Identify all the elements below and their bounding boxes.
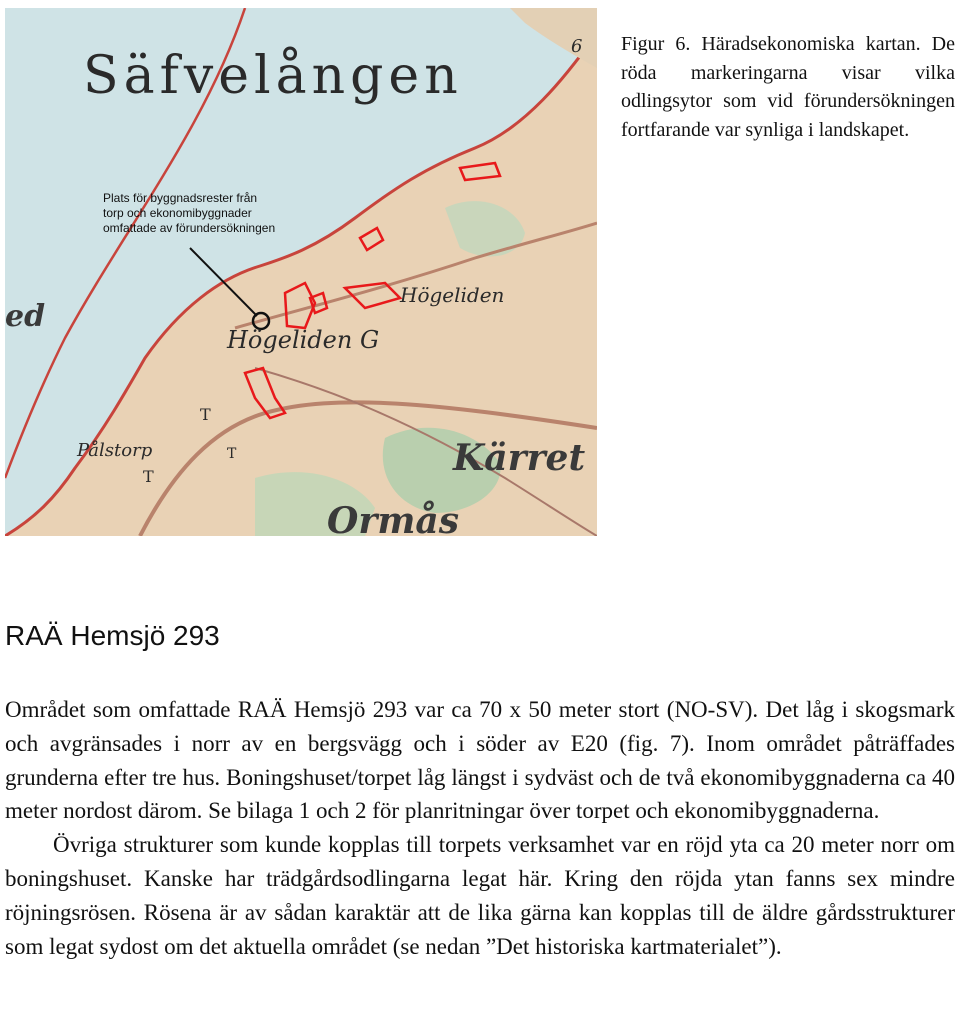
edge-fragment: ed (5, 299, 46, 334)
section-body (5, 693, 955, 963)
figure-caption: Figur 6. Häradsekonomiska kartan. De röda markeringarna visar vilka odlingsytor som vid förundersökningen fortfarande var synliga i landskapet. (621, 33, 955, 141)
symbol-t-1: T (200, 405, 211, 424)
place-ormas: Ormås (327, 500, 460, 536)
annotation-line-3: omfattade av förundersökningen (103, 221, 276, 235)
annotation-line-1: Plats för byggnadsrester från (103, 191, 258, 205)
section-heading: RAÄ Hemsjö 293 (5, 620, 220, 651)
paragraph-1: Området som omfattade RAÄ Hemsjö 293 var ca 70 x 50 meter stort (NO-SV). Det låg i skogsmark och avgränsades i norr av en bergsvägg och i söder av E20 (fig. 7). Inom området påträffades grunderna efter tre hus. Boningshuset/torpet låg längst i sydväst och de två ekonomibyggnaderna ca 40 meter nordost därom. Se bilaga 1 och 2 för planritningar över torpet och ekonomibyggnaderna. (5, 697, 955, 824)
annotation-line-2: torp och ekonomibyggnader (103, 206, 252, 220)
place-palstorp: Pålstorp (77, 440, 153, 461)
place-hogeliden-g: Högeliden G (227, 326, 380, 354)
symbol-t-3: T (227, 446, 237, 462)
place-karret: Kärret (453, 437, 586, 479)
historical-map-figure (5, 8, 597, 536)
place-hogeliden: Högeliden (400, 283, 505, 307)
lake-name: Säfvelången (83, 46, 463, 106)
paragraph-2: Övriga strukturer som kunde kopplas till torpets verksamhet var en röjd yta ca 20 meter norr om boningshuset. Kanske har trädgårdsodlingarna legat här. Kring den röjda ytan fanns sex mindre röjningsrösen. Rösena är av sådan karaktär att de lika gärna kan kopplas till de äldre gårdsstrukturer som legat sydost om det aktuella området (se nedan ”Det historiska kartmaterialet”). (5, 832, 955, 959)
symbol-6: 6 (571, 36, 583, 57)
symbol-t-2: T (143, 467, 154, 486)
